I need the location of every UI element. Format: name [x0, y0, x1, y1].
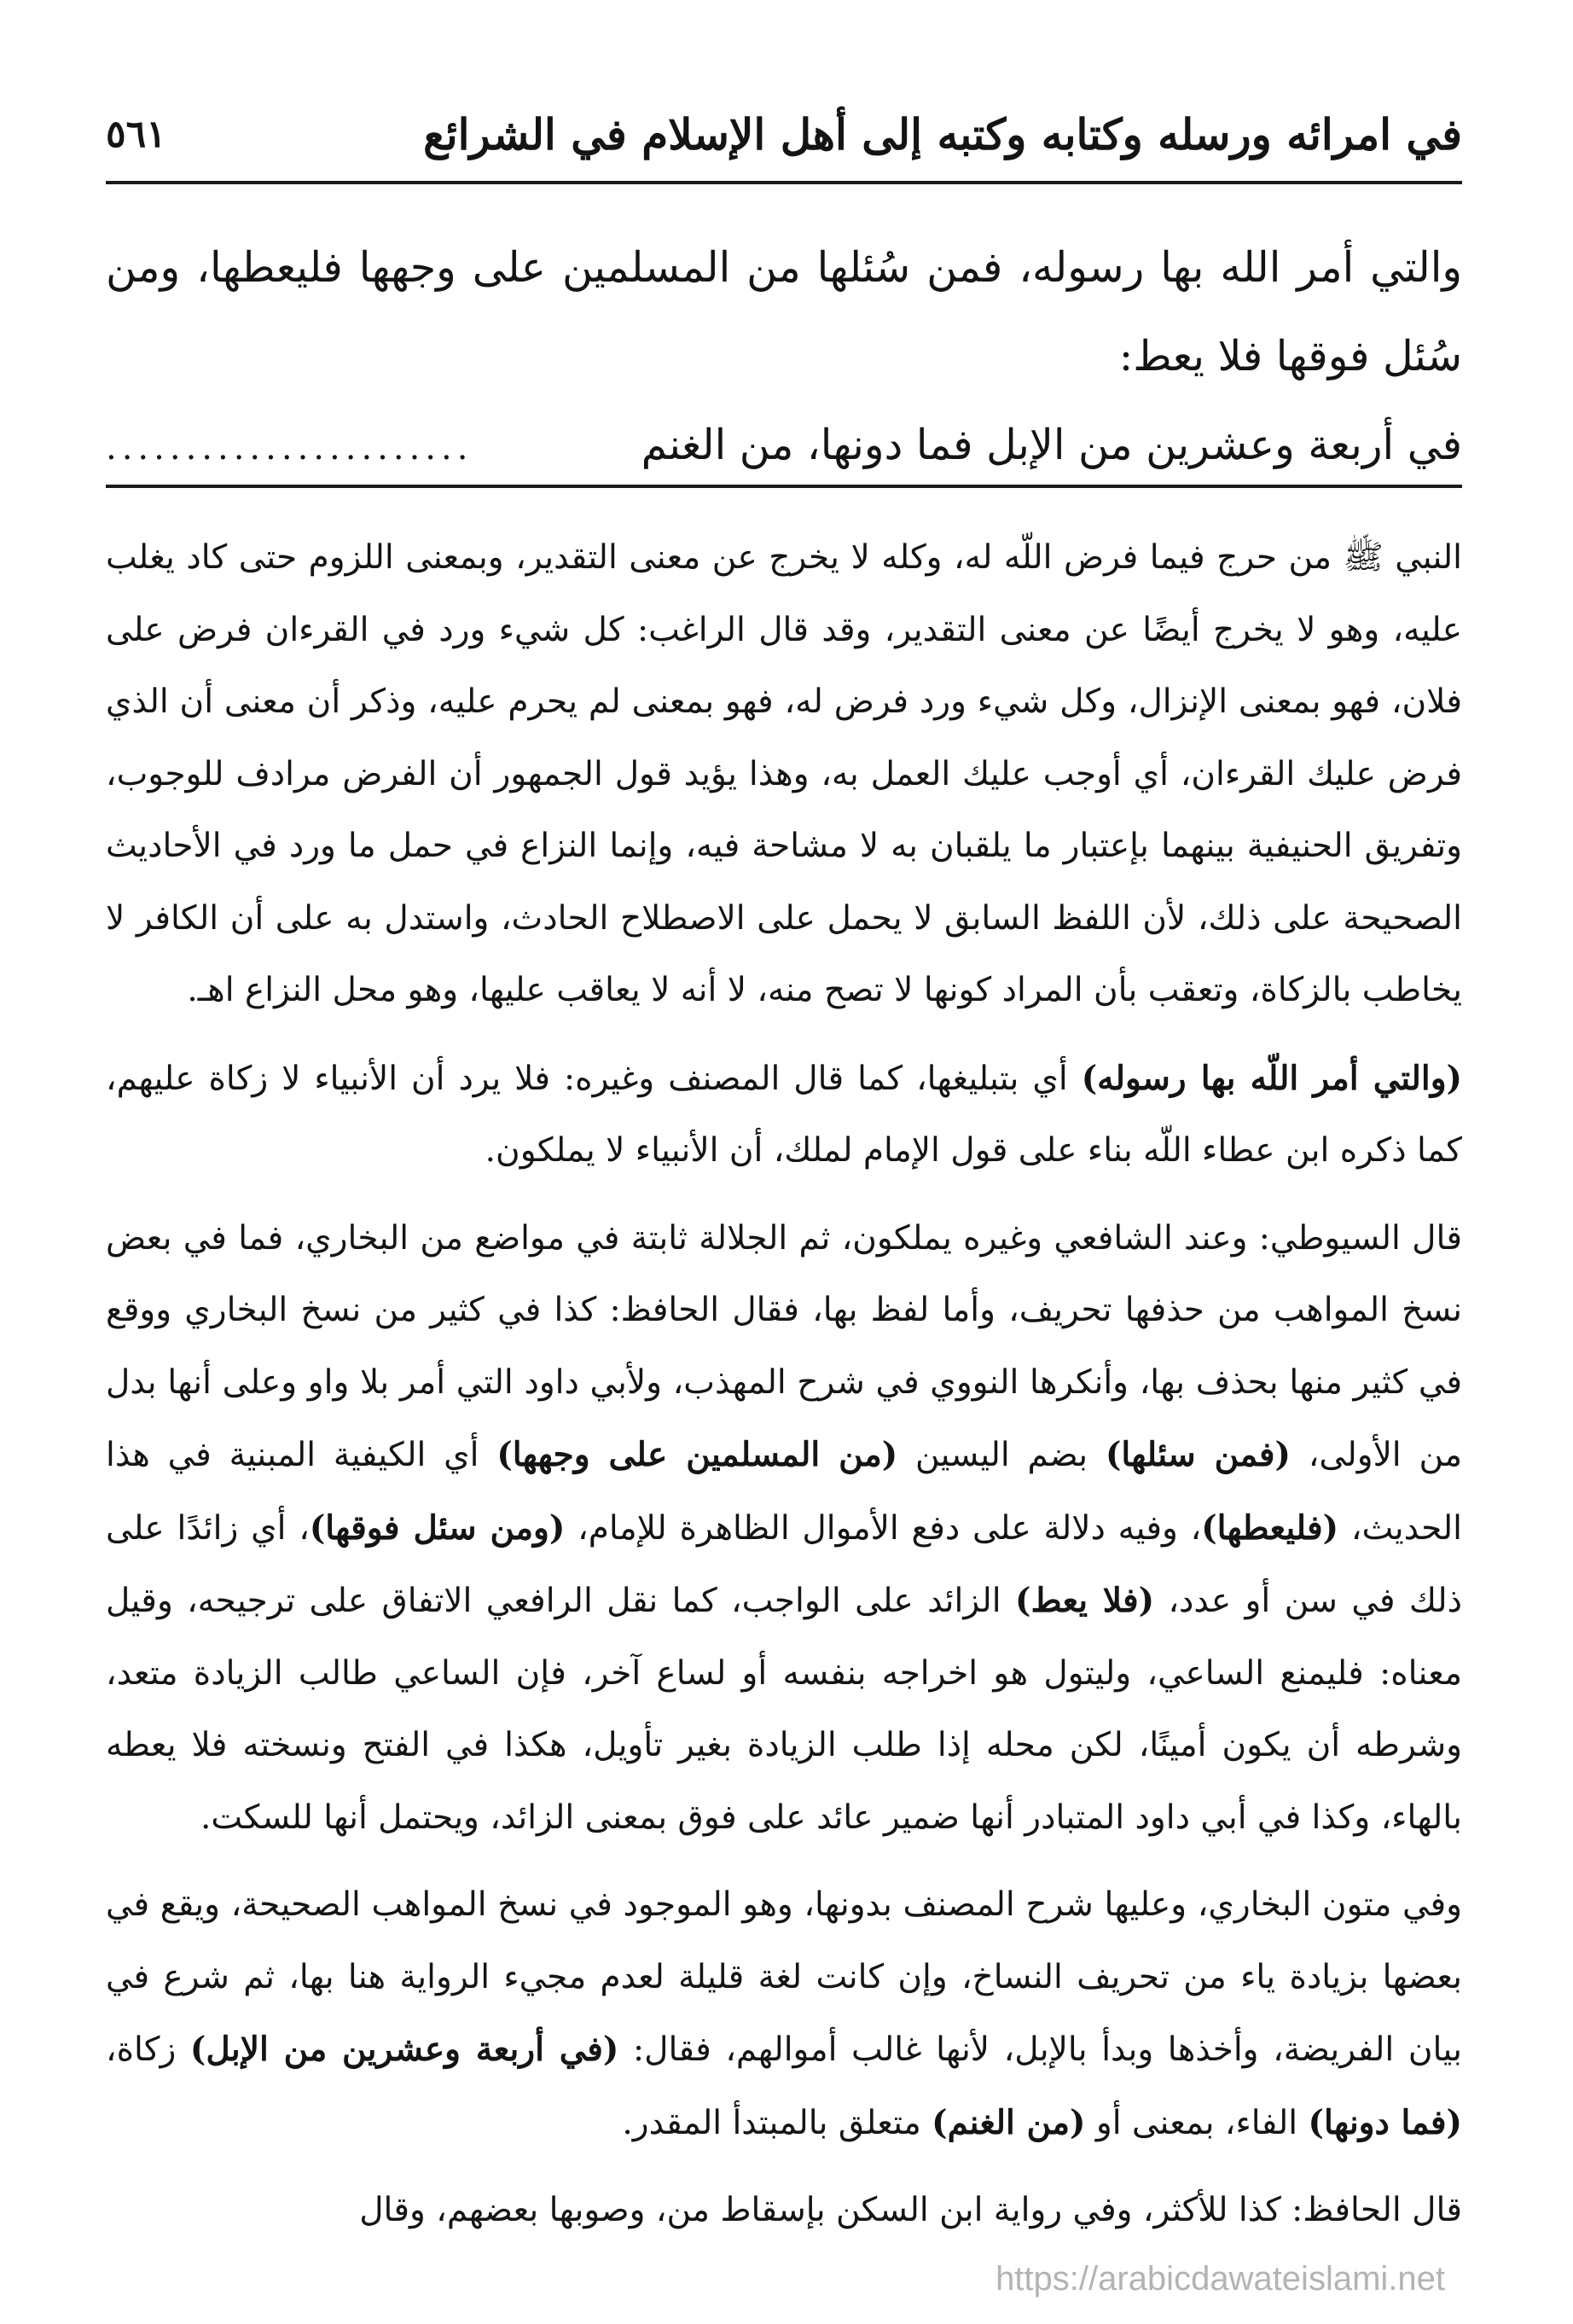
commentary-span: زكاة، [106, 2031, 190, 2069]
hadith-line-2 [106, 401, 1462, 492]
quoted-phrase: (فما دونها) [1308, 2102, 1462, 2142]
hadith-line-1: والتي أمر الله بها رسوله، فمن سُئلها من المسلمين على وجهها فليعطها، ومن سُئل فوقها فلا يعط: [106, 243, 1462, 381]
header-rule [106, 181, 1462, 184]
quoted-phrase: (في أربعة وعشرين من الإبل) [189, 2030, 619, 2069]
watermark-url: https://arabicdawateislami.net [995, 2260, 1445, 2298]
commentary-span: وفي متون البخاري، وعليها شرح المصنف بدونها، وهو الموجود في نسخ المواهب الصحيحة، ويقع في بعضها بزيادة ياء من تحريف النساخ، وإن كانت لغة قليلة لعدم مجيء الرواية هنا بها، ثم شرع في بيان الفريضة، وأخذها وبدأ بالإبل، لأنها غالب أموالهم، فقال: [106, 1885, 1463, 2069]
running-title: في امرائه ورسله وكتابه وكتبه إلى أهل الإسلام في الشرائع [423, 109, 1462, 160]
commentary-paragraph: قال الحافظ: كذا للأكثر، وفي رواية ابن السكن بإسقاط من، وصوبها بعضهم، وقال [359, 2191, 1462, 2229]
commentary-paragraph [106, 1043, 1462, 1188]
quoted-phrase: (والتي أمر اللّه بها رسوله) [1081, 1058, 1462, 1098]
commentary-span: الزائد على الواجب، كما نقل الرافعي الاتفاق على ترجيحه، وقيل معناه: فليمنع الساعي، وليتول هو اخراجه بنفسه أو لساع آخر، فإن الساعي طالب الزيادة متعد، وشرطه أن يكون أمينًا، لكن محله إذا طلب الزيادة بغير تأويل، هكذا في الفتح ونسخته فلا يعطه بالهاء، وكذا في أبي داود المتبادر أنها ضمير عائد على فوق بمعنى الزائد، ويحتمل أنها للسكت. [106, 1582, 1462, 1837]
quoted-phrase: (من الغنم) [932, 2102, 1086, 2142]
commentary-paragraph: النبي ﷺ من حرج فيما فرض اللّه له، وكله لا يخرج عن معنى التقدير، وبمعنى اللزوم حتى كاد يغلب عليه، وهو لا يخرج أيضًا عن معنى التقدير، وقد قال الراغب: كل شيء ورد في القرءان فرض على فلان، فهو بمعنى الإنزال، وكل شيء ورد فرض له، فهو بمعنى لم يحرم عليه، وذكر أن معنى أن الذي فرض عليك القرءان، أي أوجب عليك العمل به، وهذا يؤيد قول الجمهور أن الفرض مرادف للوجوب، وتفريق الحنيفية بينهما بإعتبار ما يلقبان به لا مشاحة فيه، وإنما النزاع في حمل ما ورد في الأحاديث الصحيحة على ذلك، لأن اللفظ السابق لا يحمل على الاصطلاح الحادث، واستدل به على أن الكافر لا يخاطب بالزكاة، وتعقب بأن المراد كونها لا تصح منه، لا أنه لا يعاقب عليها، وهو محل النزاع اهـ. [106, 538, 1462, 1009]
commentary-span: أي الكيفية المبنية في هذا الحديث، [106, 1436, 1463, 1548]
hadith-text [106, 224, 1462, 492]
commentary-span: قال السيوطي: وعند الشافعي وغيره يملكون، ثم الجلالة ثابتة في مواضع من البخاري، فما في بعض نسخ المواهب من حذفها تحريف، وأما لفظ بها، فقال الحافظ: كذا في كثير من نسخ البخاري ووقع في كثير منها بحذف بها، وأنكرها النووي في شرح المهذب، ولأبي داود التي أمر بلا واو وعلى أنها بدل من الأولى، [106, 1218, 1463, 1474]
section-rule [106, 485, 1462, 488]
page-header [106, 94, 1462, 179]
page-number: ٥٦١ [106, 113, 166, 156]
continuation-dots: ....................... [106, 428, 473, 468]
quoted-phrase: (فمن سئلها) [1105, 1435, 1291, 1474]
commentary-span: بضم اليسين [897, 1436, 1106, 1474]
commentary-span: ، أي زائدًا على ذلك في سن أو عدد، [106, 1508, 1463, 1620]
quoted-phrase: (ومن سئل فوقها) [309, 1508, 566, 1548]
commentary-span: ، وفيه دلالة على دفع الأموال الظاهرة للإمام، [565, 1508, 1202, 1548]
quoted-phrase: (من المسلمين على وجهها) [496, 1435, 898, 1474]
commentary-paragraph [106, 1203, 1462, 1855]
commentary-paragraph [106, 1869, 1462, 2159]
commentary-text [106, 522, 1462, 2263]
commentary-span: أي بتبليغها، كما قال المصنف وغيره: فلا يرد أن الأنبياء لا زكاة عليهم، كما ذكره ابن عطاء اللّه بناء على قول الإمام لملك، أن الأنبياء لا يملكون. [106, 1059, 1462, 1170]
quoted-phrase: (فلا يعط) [1015, 1581, 1155, 1620]
quoted-phrase: (فليعطها) [1201, 1508, 1339, 1548]
commentary-span: الفاء، بمعنى أو [1085, 2103, 1309, 2142]
commentary-span: متعلق بالمبتدأ المقدر. [622, 2103, 932, 2142]
hadith-line-2-text: في أربعة وعشرين من الإبل فما دونها، من الغنم [641, 421, 1462, 469]
